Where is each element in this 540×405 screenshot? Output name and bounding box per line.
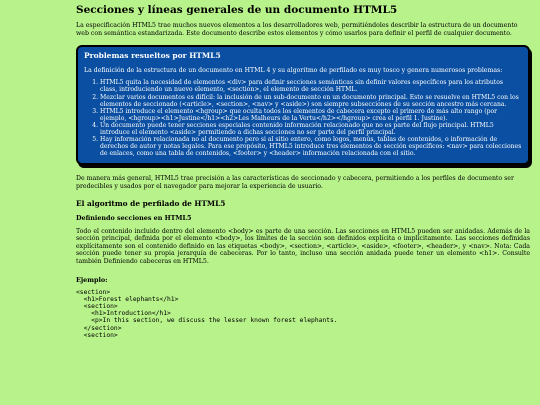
intro-paragraph: La especificación HTML5 trae muchos nuevos elementos a los desarrolladores web, permitiéndoles describir la estructura de un documento web con semántica estandarizada. Este documento describe estos elementos y cómo usarlos para definir el perfil de cualquier documento. xyxy=(76,22,518,37)
code-line: </section> xyxy=(76,324,122,332)
note-heading: Problemas resueltos por HTML5 xyxy=(84,51,221,61)
problems-note-box xyxy=(76,45,530,165)
code-example xyxy=(76,289,530,339)
defining-sections-text: Todo el contenido incluido dentro del elemento <body> es parte de una sección. Las secciones en HTML5 pueden ser anidadas. Además de la sección principal, definida por el elemento <body>, los límites de la sección son definidos explícita o implícitamente. Las secciones definidas explícitamente son el contenido definido en las etiquetas <body>, <section>, <article>, <aside>, <footer>, <header>, y <nav>. Nota: Cada sección puede tener su propia jerarquía de cabeceras. Por lo tanto, incluso una sección anidada puede tener un elemento <h1>. Consulte también Definiendo cabeceras en HTML5. xyxy=(76,227,530,265)
list-item: 2. Mezclar varios documentos es difícil: la inclusión de un sub-documento en un documento principal. Esto se resuelve en HTML5 con los elementos de seccionado (<article>, <section>, <nav> y <aside>) son siempre subsecciones de su sección ancestro más cercana. xyxy=(100,94,522,108)
code-line: <section> xyxy=(76,288,111,296)
page-title: Secciones y líneas generales de un documento HTML5 xyxy=(76,4,398,16)
defining-sections-heading: Definiendo secciones en HTML5 xyxy=(76,213,192,222)
summary-paragraph: De manera más general, HTML5 trae precisión a las características de seccionado y cabecera, permitiendo a los perfiles de documento ser predecibles y usados por el navegador para mejorar la experiencia de usuario. xyxy=(76,175,514,191)
code-line: <h1>Introduction</h1> xyxy=(76,310,171,318)
code-line: <section> xyxy=(76,302,118,310)
list-item: 4. Un documento puede tener secciones especiales contenido información relacionado que no es parte del flujo principal. HTML5 introduce el elemento <aside> permitiendo a dichas secciones no ser parte del perfil principal. xyxy=(100,122,522,136)
list-item: 3. HTML5 introduce el elemento <hgroup> que oculta todos los elementos de cabecera excepto el primero de más alto rango (por ejemplo, <hgroup><h1>Justine</h1><h2>Les Malheurs de la Vertu</h2></hgroup> crea el perfil 1. Justine). xyxy=(100,108,522,122)
code-line: <p>In this section, we discuss the lesser known forest elephants. xyxy=(76,317,338,325)
example-label: Ejemplo: xyxy=(76,275,108,284)
problems-list xyxy=(84,79,522,157)
list-item: 1. HTML5 quita la necesidad de elementos <div> para definir secciones semánticas sin definir valores específicos para los atributos class, introduciendo un nuevo elemento, <section>, el elemento de sección HTML. xyxy=(100,79,522,93)
code-line: <section> xyxy=(76,331,118,339)
note-lead: La definición de la estructura de un documento en HTML 4 y su algoritmo de perfilado es muy tosco y genera numerosos problemas: xyxy=(84,67,503,75)
code-line: <h1>Forest elephants</h1> xyxy=(76,295,179,303)
list-item: 5. Hay información relacionada no al documento pero si al sitio entero, como logos, menús, tablas de contenidos, o información de derechos de autor y notas legales. Para ese propósito, HTML5 introduce tres elementos de sección específicos: <nav> para colecciones de enlaces, como una tabla de contenidos, <footer> y <header> información relacionada con el sitio. xyxy=(100,136,522,157)
algorithm-heading: El algoritmo de perfilado de HTML5 xyxy=(76,198,226,208)
